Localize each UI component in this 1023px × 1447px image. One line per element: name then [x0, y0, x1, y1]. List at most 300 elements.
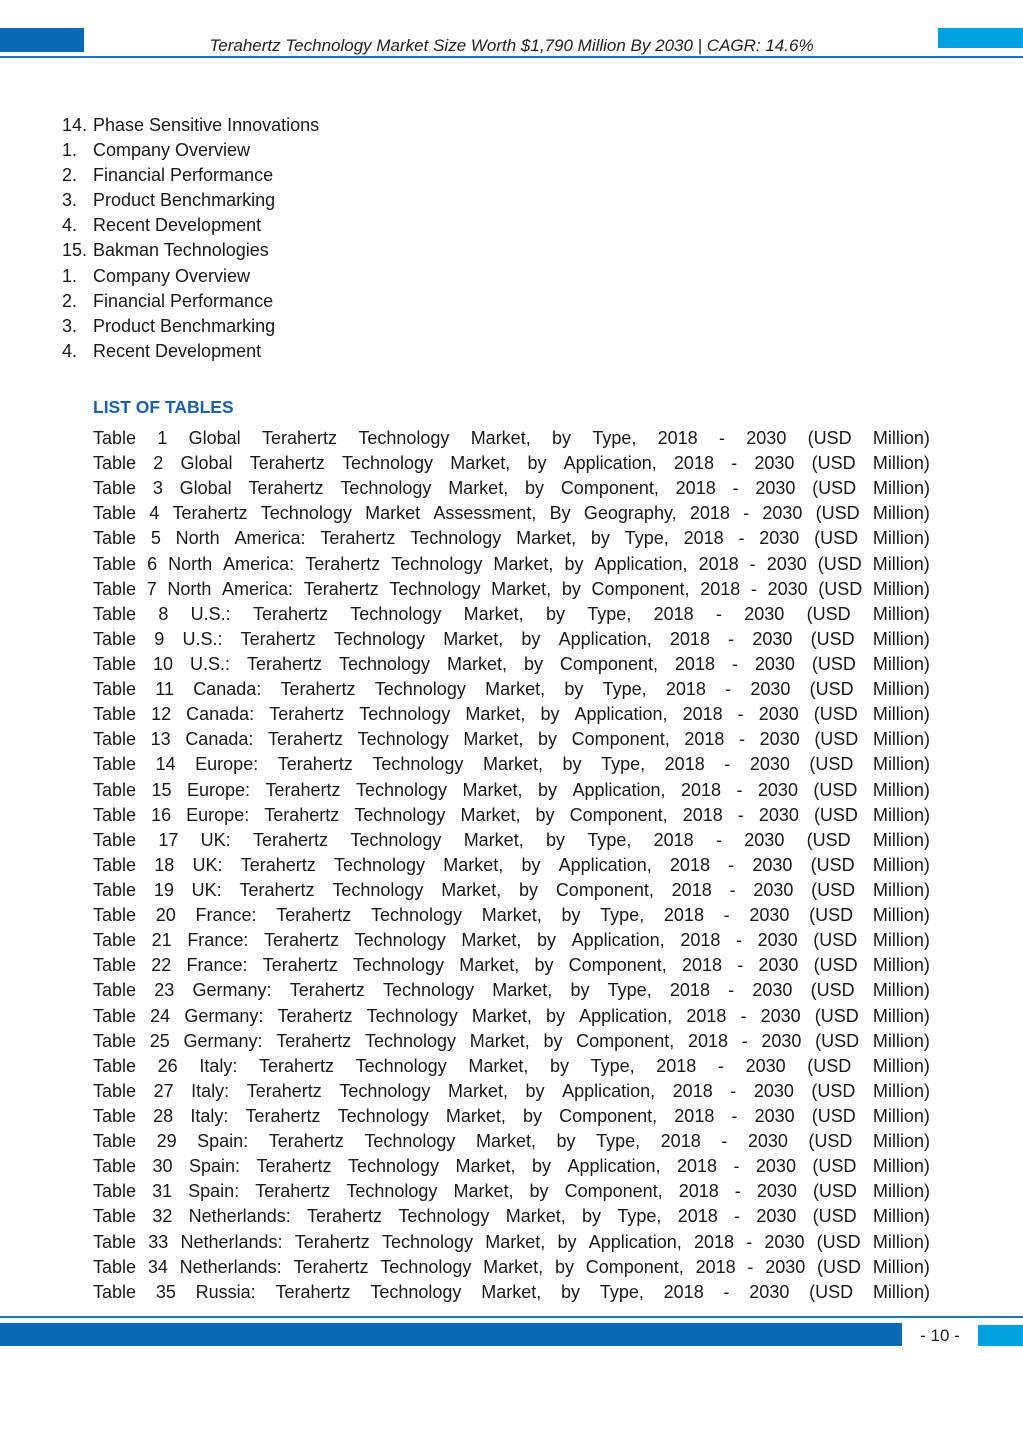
list-item-word: Million) — [872, 905, 930, 926]
list-item-word: Germany: — [192, 980, 272, 1001]
list-item — [93, 903, 930, 928]
list-item-word: by — [561, 905, 581, 926]
list-item-word: Market, — [470, 428, 531, 448]
list-item — [93, 1204, 930, 1229]
list-item-word: 2030 — [752, 980, 793, 1001]
list-item-word: Table — [93, 955, 137, 976]
list-item-word: Million) — [872, 779, 930, 800]
list-item-word: Technology — [391, 553, 483, 574]
list-item-word: 2018 — [663, 905, 704, 926]
list-item-word: Spain: — [188, 1181, 240, 1202]
list-item — [93, 1255, 930, 1280]
list-item-word: 2018 — [682, 804, 723, 825]
list-item-word: Market, — [443, 628, 504, 649]
list-item-word: 2030 — [744, 829, 785, 850]
list-item — [93, 552, 930, 577]
list-item-word: Component, — [591, 578, 690, 599]
list-item-word: Table — [93, 1131, 137, 1152]
list-item-word: Market, — [492, 980, 553, 1001]
list-item-word: Technology — [382, 980, 475, 1001]
list-item-word: Million) — [872, 1105, 930, 1126]
list-item-word: Million) — [872, 1055, 930, 1076]
list-item-word: by — [522, 1105, 542, 1126]
list-item-word: Global — [179, 478, 232, 499]
list-item-word: Terahertz — [239, 879, 315, 900]
list-item-word: 2030 — [754, 453, 795, 474]
list-item-word: (USD — [809, 905, 854, 926]
list-item-word: Table — [93, 1206, 137, 1227]
list-item-word: Market, — [475, 1131, 536, 1152]
list-item-word: Technology — [346, 1181, 438, 1202]
list-item-word: Application, — [588, 1231, 682, 1252]
list-item-word: Europe: — [186, 804, 250, 825]
list-item-word: Terahertz — [268, 729, 344, 750]
list-item-word: (USD — [806, 603, 851, 624]
list-item-word: 2018 — [657, 428, 698, 448]
list-item-word: 2018 — [660, 1131, 701, 1152]
list-item-word: 25 — [149, 1030, 170, 1051]
list-item-word: Technology — [338, 653, 431, 674]
list-item-word: Type, — [587, 603, 632, 624]
list-item-word: Terahertz — [277, 754, 353, 775]
toc-item — [62, 213, 319, 238]
list-item-word: - — [733, 1156, 740, 1177]
list-item-word: Terahertz — [246, 1080, 322, 1101]
list-item-word: Technology — [358, 428, 450, 448]
list-item-word: (USD — [817, 553, 862, 574]
list-item-word: Million) — [872, 804, 930, 825]
list-item-word: 2030 — [764, 1231, 805, 1252]
list-item-word: Table — [93, 729, 137, 750]
list-item-word: By — [549, 503, 571, 524]
list-item-word: - — [732, 478, 739, 499]
list-item-word: Germany: — [183, 1030, 263, 1051]
list-item-word: by — [538, 729, 558, 750]
list-item-word: Million) — [872, 1131, 930, 1152]
list-item-word: 2030 — [761, 1030, 802, 1051]
list-item-word: 2030 — [757, 930, 798, 951]
list-item-word: 2018 — [678, 1181, 719, 1202]
list-item-word: 4 — [149, 503, 160, 524]
list-item-word: 2030 — [753, 879, 794, 900]
list-item-word: - — [735, 930, 742, 951]
list-item-word: Million) — [872, 578, 930, 599]
list-item-word: Table — [93, 779, 137, 800]
list-item-word: by — [562, 754, 582, 775]
list-item-word: Italy: — [199, 1055, 238, 1076]
list-item-word: - — [730, 1080, 737, 1101]
list-item-word: Million) — [872, 628, 930, 649]
list-item-word: (USD — [812, 1181, 857, 1202]
list-item-word: - — [740, 1005, 747, 1026]
list-item-word: 2018 — [669, 628, 710, 649]
list-item-word: Table — [93, 1281, 137, 1302]
list-item-word: by — [519, 879, 539, 900]
list-item-word: 32 — [152, 1206, 173, 1227]
list-item-word: Million) — [872, 603, 930, 624]
list-item-word: Table — [93, 754, 137, 775]
page-number: - 10 - — [920, 1326, 960, 1345]
list-item-word: Million) — [872, 854, 930, 875]
list-item-word: North — [168, 553, 213, 574]
list-item-word: UK: — [191, 879, 222, 900]
list-item-word: Table — [93, 578, 137, 599]
list-item-word: Table — [93, 628, 137, 649]
list-item-word: 2018 — [663, 1281, 704, 1302]
list-item-word: UK: — [192, 854, 223, 875]
list-item — [93, 1230, 930, 1255]
list-item-word: 2030 — [752, 628, 793, 649]
toc-item-label: Product Benchmarking — [93, 315, 276, 336]
list-item-word: Assessment, — [433, 503, 537, 524]
list-item — [93, 878, 930, 903]
list-item-word: by — [561, 1281, 581, 1302]
list-item-word: Technology — [332, 879, 424, 900]
list-item-word: Application, — [562, 1080, 656, 1101]
list-of-tables-heading: LIST OF TABLES — [93, 397, 234, 417]
list-item-word: 2018 — [672, 1080, 713, 1101]
list-item-word: Technology — [398, 1206, 490, 1227]
list-item-word: 2030 — [750, 679, 791, 700]
list-item-word: by — [564, 553, 584, 574]
list-item — [93, 1004, 930, 1029]
list-item-word: - — [721, 1131, 728, 1152]
list-item-word: 29 — [156, 1131, 177, 1152]
list-item-word: Million) — [872, 653, 930, 674]
list-item-word: Million) — [872, 729, 930, 750]
list-item-word: Market, — [450, 453, 511, 474]
list-item-word: 2030 — [765, 1256, 806, 1277]
list-item — [93, 1280, 930, 1305]
list-item-word: Component, — [559, 1105, 658, 1126]
list-item-word: Terahertz — [294, 1231, 370, 1252]
list-item-word: 2018 — [676, 1156, 717, 1177]
list-item-word: Technology — [359, 704, 451, 725]
list-item — [93, 451, 930, 476]
list-item-word: America: — [234, 528, 306, 549]
list-item-word: Terahertz — [276, 905, 352, 926]
list-item-word: by — [527, 453, 547, 474]
list-item-word: 20 — [155, 905, 176, 926]
list-item-word: North — [167, 578, 212, 599]
list-item-word: Market, — [469, 1030, 530, 1051]
list-item-word: 2018 — [656, 1055, 697, 1076]
list-item-word: - — [717, 1055, 724, 1076]
list-item-word: 2030 — [759, 729, 800, 750]
list-item-word: - — [728, 628, 735, 649]
toc-item-label: Phase Sensitive Innovations — [93, 115, 320, 135]
list-item-word: - — [731, 453, 738, 474]
list-item-word: by — [534, 955, 554, 976]
list-item-word: 31 — [152, 1181, 173, 1202]
list-item-word: 2030 — [756, 1181, 797, 1202]
list-item — [93, 476, 930, 501]
list-item-word: Terahertz — [263, 930, 340, 951]
list-item-word: Table — [93, 879, 137, 900]
toc-item — [62, 238, 319, 263]
list-item — [93, 953, 930, 978]
list-item-word: 35 — [155, 1281, 176, 1302]
list-item-word: 10 — [152, 653, 174, 674]
list-item-word: Market, — [483, 1256, 544, 1277]
list-item-word: 2030 — [758, 804, 799, 825]
list-item — [93, 803, 930, 828]
list-item-word: Million) — [872, 980, 930, 1001]
list-item-word: 2018 — [689, 503, 730, 524]
list-item-word: Technology — [350, 829, 442, 850]
list-item-word: 2018 — [674, 653, 715, 674]
list-item-word: Table — [93, 1231, 137, 1252]
list-item-word: 33 — [148, 1231, 169, 1252]
toc-item-number: 1. — [62, 140, 78, 161]
list-item-word: 14 — [155, 754, 176, 775]
list-item-word: Technology — [370, 1281, 462, 1302]
list-item-word: Table — [93, 1080, 137, 1101]
list-item-word: Table — [93, 1105, 137, 1126]
list-item-word: Market, — [465, 704, 526, 725]
list-item-word: Terahertz — [269, 704, 345, 725]
list-item-word: - — [729, 879, 736, 900]
list-item-word: 34 — [147, 1256, 168, 1277]
list-item-word: Million) — [872, 1281, 930, 1302]
list-item — [93, 677, 930, 702]
list-item-word: UK: — [200, 829, 231, 850]
list-item-word: Terahertz — [307, 1206, 383, 1227]
list-item-word: (USD — [815, 1030, 860, 1051]
list-item-word: Europe: — [195, 754, 259, 775]
toc-item-number: 3. — [62, 315, 78, 336]
list-item-word: 13 — [150, 729, 171, 750]
list-of-tables — [93, 426, 930, 1305]
page-header-title: Terahertz Technology Market Size Worth $1,790 Million By 2030 | CAGR: 14.6% — [209, 36, 814, 55]
toc-item — [62, 113, 319, 138]
toc-item — [62, 289, 319, 314]
list-item-word: Global — [180, 453, 233, 474]
list-item-word: (USD — [809, 754, 854, 775]
list-item-word: Table — [93, 1055, 137, 1076]
list-item-word: - — [747, 1256, 754, 1277]
list-item-word: Million) — [872, 879, 930, 900]
list-item-word: Technology — [357, 729, 449, 750]
list-item-word: Market, — [453, 1181, 514, 1202]
list-item-word: - — [715, 603, 722, 624]
list-item-word: by — [554, 1256, 574, 1277]
list-item-word: by — [536, 930, 556, 951]
list-item-word: 2030 — [766, 553, 807, 574]
list-item-word: Technology — [260, 503, 352, 524]
list-item-word: Table — [93, 804, 137, 825]
list-item-word: (USD — [812, 478, 857, 499]
list-item-word: - — [743, 503, 750, 524]
list-item-word: America: — [222, 578, 294, 599]
list-item-word: Terahertz — [305, 553, 381, 574]
list-item-word: by — [543, 1030, 563, 1051]
list-item-word: Technology — [354, 930, 446, 951]
list-item-word: Million) — [872, 704, 930, 725]
list-item-word: Terahertz — [245, 1105, 321, 1126]
list-item — [93, 652, 930, 677]
footer-accent-right — [978, 1325, 1023, 1346]
list-item — [93, 1179, 930, 1204]
list-item-word: Market, — [481, 905, 542, 926]
list-item-word: 6 — [147, 553, 158, 574]
list-item-word: 2018 — [664, 754, 705, 775]
list-item-word: Terahertz — [240, 854, 316, 875]
list-item — [93, 1154, 930, 1179]
toc-item — [62, 339, 319, 364]
list-item-word: Market, — [441, 879, 502, 900]
list-item-word: Terahertz — [268, 1131, 344, 1152]
list-item-word: France: — [186, 955, 248, 976]
toc-item-label: Bakman Technologies — [93, 240, 269, 261]
list-item-word: by — [545, 1005, 565, 1026]
list-item-word: 2030 — [752, 854, 793, 875]
list-item-word: 3 — [152, 478, 163, 499]
list-item-word: Market — [365, 503, 421, 524]
list-item-word: Type, — [601, 754, 646, 775]
list-item-word: by — [521, 854, 541, 875]
list-item-word: Terahertz — [293, 1256, 369, 1277]
list-item-word: Table — [93, 528, 137, 549]
list-item-word: (USD — [808, 1131, 853, 1152]
list-item-word: 2030 — [759, 528, 800, 549]
list-item-word: Table — [93, 930, 137, 951]
list-item-word: Market, — [471, 1005, 532, 1026]
list-item-word: Application, — [558, 854, 652, 875]
list-item-word: (USD — [814, 729, 859, 750]
toc-item — [62, 314, 319, 339]
list-item-word: 26 — [157, 1055, 178, 1076]
list-item-word: Market, — [463, 829, 524, 850]
list-item-word: Terahertz — [246, 653, 322, 674]
list-item-word: Netherlands: — [188, 1206, 291, 1227]
toc-item-number: 2. — [62, 165, 78, 186]
list-item-word: Spain: — [188, 1156, 241, 1177]
list-item-word: France: — [187, 930, 249, 951]
list-item-word: Market, — [460, 804, 521, 825]
list-item-word: 2030 — [756, 1206, 797, 1227]
list-item-word: Technology — [380, 1256, 472, 1277]
list-item-word: by — [529, 1181, 549, 1202]
list-item-word: 19 — [153, 879, 174, 900]
toc-item-label: Company Overview — [93, 265, 251, 286]
list-item-word: by — [556, 1131, 576, 1152]
list-item-word: Component, — [571, 729, 670, 750]
list-item-word: Technology — [381, 1231, 474, 1252]
list-item-word: (USD — [812, 1156, 857, 1177]
list-item-word: 12 — [151, 704, 172, 725]
list-item-word: 2030 — [760, 1005, 801, 1026]
list-item-word: 2018 — [683, 528, 724, 549]
list-item-word: 24 — [150, 1005, 171, 1026]
list-item-word: - — [741, 1030, 748, 1051]
list-item-word: 8 — [158, 603, 169, 624]
list-item-word: by — [552, 428, 572, 448]
list-item-word: Terahertz — [255, 1181, 331, 1202]
list-item-word: Component, — [559, 653, 658, 674]
list-item-word: Type, — [624, 528, 669, 549]
list-item-word: (USD — [811, 1080, 856, 1101]
list-item — [93, 602, 930, 627]
list-item-word: 2018 — [669, 854, 710, 875]
list-item-word: Technology — [337, 1105, 429, 1126]
list-item-word: Table — [93, 1030, 137, 1051]
list-item — [93, 752, 930, 777]
list-item-word: Technology — [374, 679, 466, 700]
list-item-word: (USD — [810, 628, 855, 649]
list-item-word: Application, — [594, 553, 688, 574]
list-item — [93, 702, 930, 727]
list-item-word: Table — [93, 704, 137, 725]
list-item-word: Market, — [485, 1231, 546, 1252]
list-item-word: Market, — [516, 528, 577, 549]
toc-item-number: 1. — [62, 265, 78, 286]
list-item — [93, 1104, 930, 1129]
list-item-word: 2030 — [754, 1105, 795, 1126]
list-item-word: - — [731, 1105, 738, 1126]
list-item-word: Table — [93, 428, 137, 448]
list-item-word: Technology — [355, 779, 448, 800]
list-item-word: Terahertz — [265, 779, 341, 800]
list-item — [93, 1054, 930, 1079]
toc-item-label: Recent Development — [93, 215, 262, 236]
list-item-word: Table — [93, 478, 137, 499]
list-item-word: by — [540, 704, 560, 725]
list-item-word: Table — [93, 1256, 137, 1277]
list-item-word: 2030 — [762, 503, 803, 524]
list-item-word: - — [728, 854, 735, 875]
list-item — [93, 978, 930, 1003]
list-item-word: 2018 — [681, 955, 722, 976]
list-item-word: Market, — [463, 603, 524, 624]
toc-item-label: Company Overview — [93, 140, 251, 161]
list-item-word: Application, — [571, 930, 665, 951]
list-item-word: (USD — [809, 1281, 854, 1302]
list-item-word: 18 — [154, 854, 175, 875]
list-item-word: by — [546, 829, 566, 850]
list-item-word: Terahertz — [289, 980, 365, 1001]
list-item-word: - — [750, 578, 757, 599]
list-item-word: Market, — [446, 653, 507, 674]
list-item-word: Table — [93, 829, 137, 850]
list-item-word: (USD — [813, 955, 858, 976]
list-item-word: Million) — [872, 1256, 930, 1277]
list-item-word: Million) — [872, 453, 930, 474]
list-item-word: by — [521, 628, 541, 649]
list-item-word: Application, — [558, 628, 652, 649]
list-item-word: Market, — [505, 1206, 566, 1227]
list-item-word: Terahertz — [320, 528, 396, 549]
list-item-word: - — [739, 729, 746, 750]
list-item-word: Table — [93, 1156, 137, 1177]
list-item-word: Terahertz — [277, 1005, 353, 1026]
list-item-word: (USD — [816, 1231, 861, 1252]
toc-item-number: 4. — [62, 340, 78, 361]
list-item-word: (USD — [814, 528, 859, 549]
list-item-word: Application, — [563, 453, 657, 474]
list-item-word: (USD — [806, 829, 851, 850]
list-item-word: Table — [93, 905, 137, 926]
list-item-word: North — [175, 528, 220, 549]
list-item-word: Canada: — [193, 679, 262, 700]
list-item-word: 2030 — [749, 905, 790, 926]
list-item-word: by — [537, 779, 557, 800]
list-item-word: 2018 — [700, 578, 741, 599]
table-of-contents — [62, 113, 319, 364]
list-item-word: Million) — [872, 955, 930, 976]
list-item-word: Type, — [607, 980, 652, 1001]
list-item-word: (USD — [811, 453, 856, 474]
